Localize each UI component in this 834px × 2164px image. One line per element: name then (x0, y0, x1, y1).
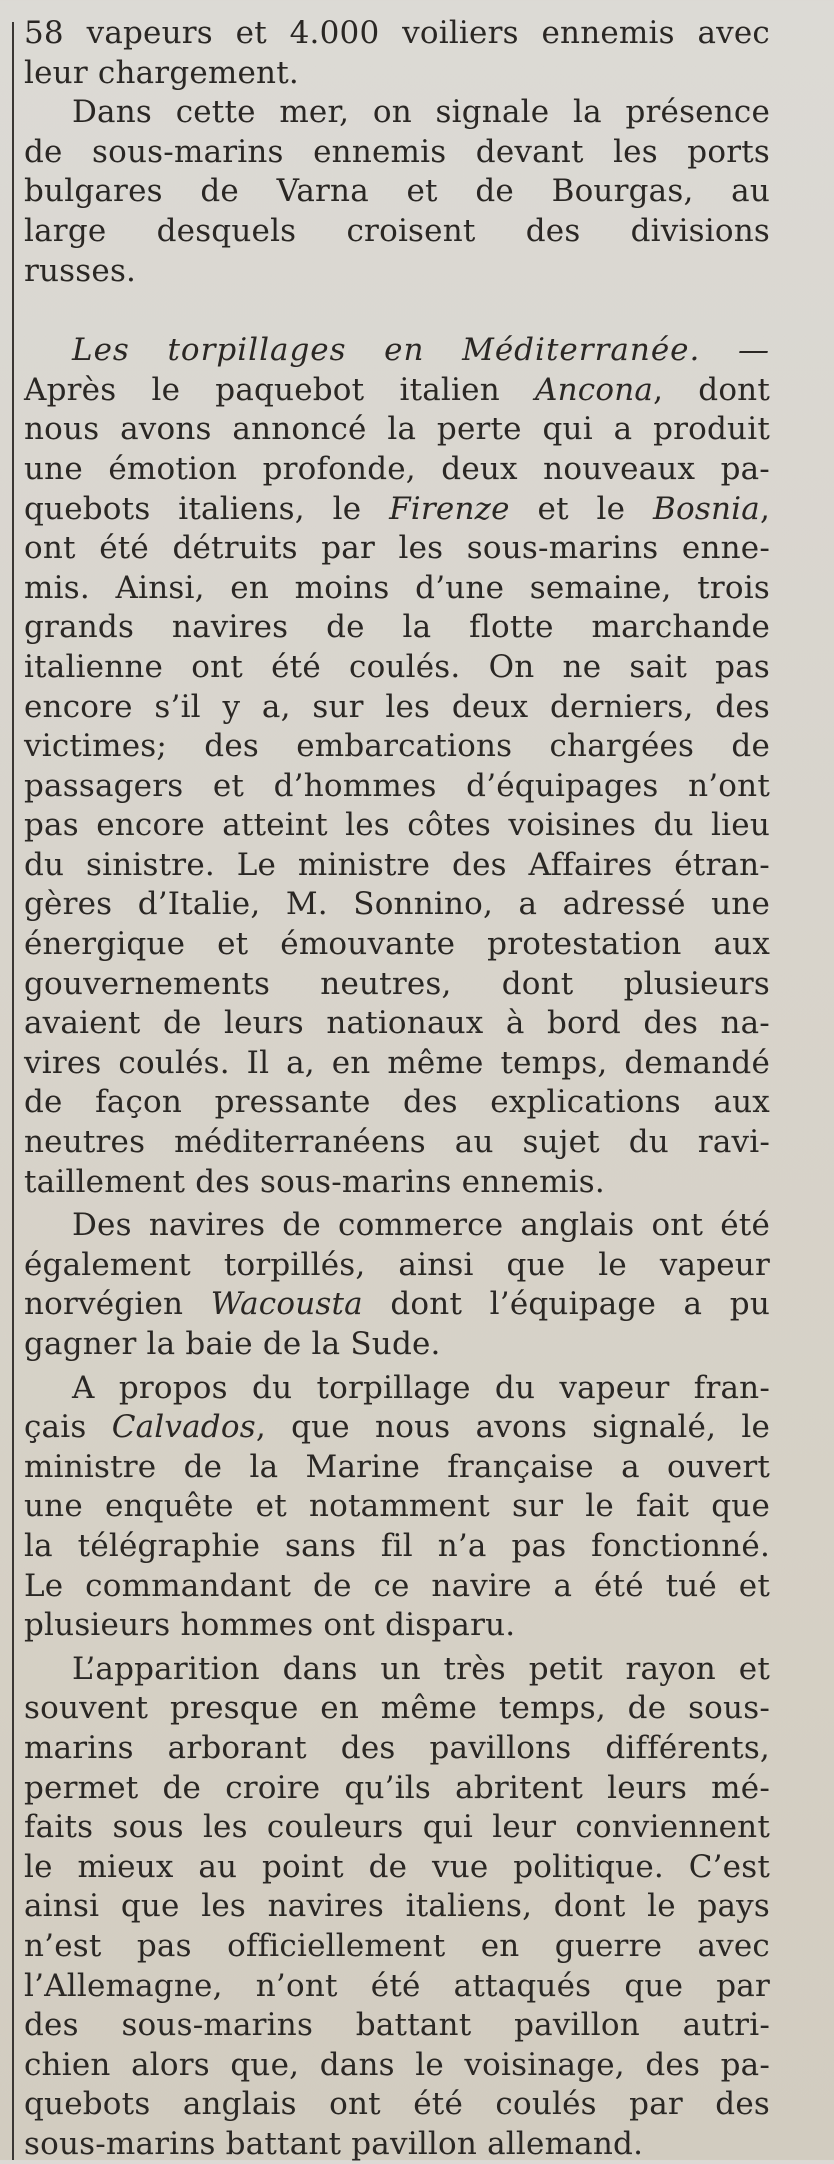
text-line: également torpillés, ainsi que le vapeur (24, 1246, 770, 1283)
text-line: sous-marins battant pavillon allemand. (24, 2125, 644, 2162)
text-line: des sous-marins battant pavillon autri- (24, 2007, 770, 2044)
ship-name: Bosnia (653, 490, 760, 527)
text-line: bulgares de Varna et de Bourgas, au (24, 173, 770, 210)
text-line: chien alors que, dans le voisinage, des pa- (24, 2046, 770, 2083)
text-line: gagner la baie de la Sude. (24, 1326, 441, 1362)
ship-name: Firenze (389, 490, 510, 527)
text-line: gères d’Italie, M. Sonnino, a adressé une (24, 886, 770, 923)
text-line: 58 vapeurs et 4.000 voiliers ennemis avec (24, 15, 770, 51)
paragraph-black-sea (24, 93, 770, 291)
paragraph-apparition (24, 1650, 770, 2164)
text-line: quebots italiens, le Firenze et le Bosnia, (24, 490, 770, 527)
text-line: nous avons annoncé la perte qui a produit (24, 411, 770, 448)
text-line: encore s’il y a, sur les deux derniers, des (24, 688, 770, 725)
text-line: Dans cette mer, on signale la présence (72, 94, 770, 131)
text-line: çais Calvados, que nous avons signalé, le (24, 1409, 771, 1446)
column-rule (12, 22, 14, 2160)
text-line: passagers et d’hommes d’équipages n’ont (24, 767, 770, 804)
text-line: norvégien Wacousta dont l’équipage a pu (24, 1286, 770, 1323)
ship-name: Wacousta (210, 1286, 363, 1323)
text-line: russes. (24, 252, 137, 289)
text-line: faits sous les couleurs qui leur conviennent (24, 1809, 770, 1846)
text-line: plusieurs hommes ont disparu. (24, 1607, 516, 1644)
text-line: de façon pressante des explications aux (24, 1084, 770, 1121)
text-line: pas encore atteint les côtes voisines du lieu (24, 807, 770, 844)
text-line: neutres méditerranéens au sujet du ravi- (24, 1124, 770, 1161)
text-line: le mieux au point de vue politique. C’est (24, 1848, 770, 1885)
text-line: la télégraphie sans fil n’a pas fonctionné. (24, 1527, 770, 1564)
text-line: de sous-marins ennemis devant les ports (24, 133, 770, 170)
paragraph-torpillages-body (24, 371, 770, 1202)
text-line: gouvernements neutres, dont plusieurs (24, 965, 770, 1002)
text-line: grands navires de la flotte marchande (24, 609, 770, 646)
paragraph-continuation (24, 14, 770, 93)
text-line: italienne ont été coulés. On ne sait pas (24, 648, 770, 685)
ship-name: Calvados (111, 1409, 256, 1446)
text-line: Des navires de commerce anglais ont été (72, 1207, 770, 1244)
text-line: l’Allemagne, n’ont été attaqués que par (24, 1967, 770, 2004)
text-line: large desquels croisent des divisions (24, 212, 770, 249)
ship-name: Ancona (535, 371, 654, 408)
text-line: une enquête et notamment sur le fait que (24, 1488, 770, 1525)
text-line: Le commandant de ce navire a été tué et (24, 1567, 770, 1604)
text-line: ainsi que les navires italiens, dont le pays (24, 1888, 770, 1925)
text-line: A propos du torpillage du vapeur fran- (72, 1369, 770, 1406)
text-line: avaient de leurs nationaux à bord des na- (24, 1005, 770, 1042)
text-line: vires coulés. Il a, en même temps, demandé (24, 1044, 770, 1081)
text-line: permet de croire qu’ils abritent leurs mé- (24, 1769, 770, 1806)
text-line: souvent presque en même temps, de sous- (24, 1690, 770, 1727)
paragraph-calvados (24, 1369, 770, 1646)
text-line: ont été détruits par les sous-marins enne- (24, 530, 770, 567)
text-line: mis. Ainsi, en moins d’une semaine, trois (24, 569, 770, 606)
text-line: taillement des sous-marins ennemis. (24, 1163, 605, 1200)
text-line: quebots anglais ont été coulés par des (24, 2086, 770, 2123)
text-line: une émotion profonde, deux nouveaux pa- (24, 450, 770, 487)
text-line: marins arborant des pavillons différents, (24, 1729, 770, 1766)
text-line: ministre de la Marine française a ouvert (24, 1448, 770, 1485)
text-line: victimes; des embarcations chargées de (24, 728, 770, 765)
section-gap (24, 291, 770, 331)
text-line: n’est pas officiellement en guerre avec (24, 1927, 770, 1964)
text-line: L’apparition dans un très petit rayon et (72, 1650, 770, 1687)
paragraph-torpillages (24, 331, 770, 371)
article-column (24, 14, 770, 2164)
text-line: leur chargement. (24, 54, 299, 91)
text-line: du sinistre. Le ministre des Affaires étran- (24, 846, 770, 883)
text-line: énergique et émouvante protestation aux (24, 926, 770, 963)
paragraph-anglais (24, 1206, 770, 1364)
section-heading: Les torpillages en Méditerranée. — (72, 332, 770, 369)
text-line: Après le paquebot italien Ancona, dont (24, 371, 771, 408)
